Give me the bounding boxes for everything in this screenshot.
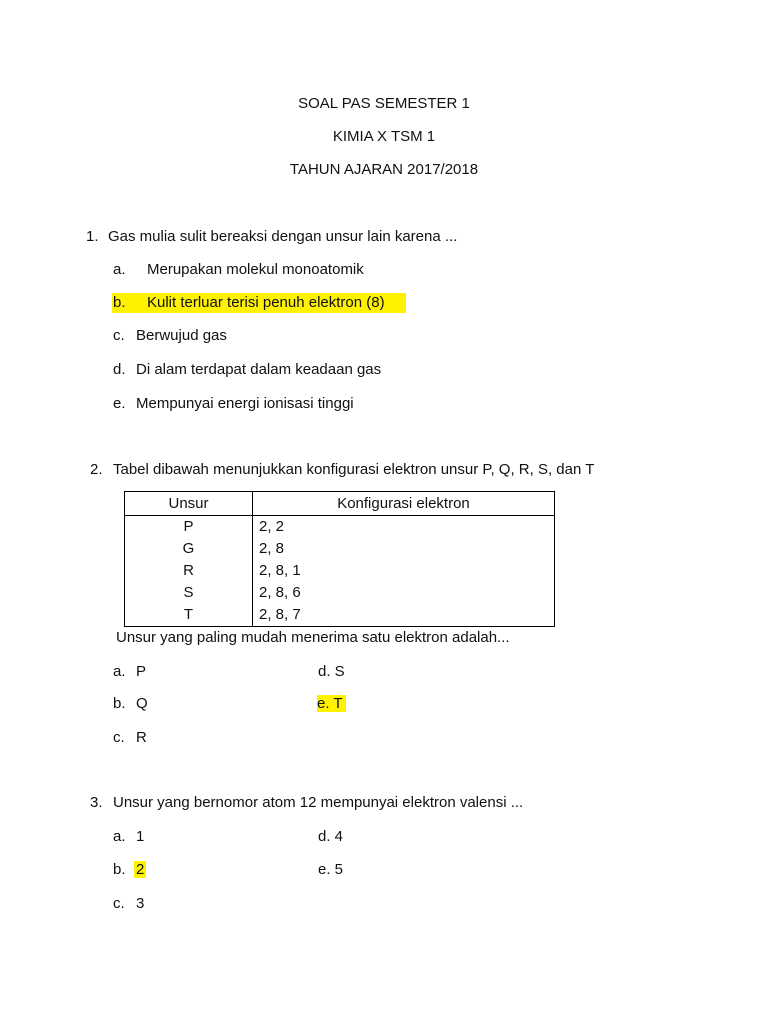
table-cell-konfigurasi: 2, 8, 6 <box>253 582 555 604</box>
table-row <box>125 582 555 604</box>
q2-option-a-letter: a. <box>113 663 126 680</box>
q2-text: Tabel dibawah menunjukkan konfigurasi elektron unsur P, Q, R, S, dan T <box>113 461 595 478</box>
table-cell-unsur: S <box>125 582 253 604</box>
q1-option-c-text: Berwujud gas <box>136 327 227 344</box>
q3-option-e: e. 5 <box>318 861 344 878</box>
doc-year: TAHUN AJARAN 2017/2018 <box>289 161 479 178</box>
q2-option-d: d. S <box>318 663 345 680</box>
table-cell-konfigurasi: 2, 8, 1 <box>253 560 555 582</box>
q3-option-a-text: 1 <box>136 828 145 845</box>
electron-config-table <box>124 491 555 627</box>
table-row <box>125 560 555 582</box>
q3-number: 3. <box>90 794 103 811</box>
q1-option-d-text: Di alam terdapat dalam keadaan gas <box>136 361 382 378</box>
q3-option-b-text: 2 <box>136 861 145 878</box>
q2-option-b-letter: b. <box>113 695 126 712</box>
q3-option-c-text: 3 <box>136 895 145 912</box>
q1-option-b-letter: b. <box>113 294 126 311</box>
table-cell-konfigurasi: 2, 8, 7 <box>253 604 555 627</box>
q3-option-b-letter: b. <box>113 861 126 878</box>
doc-subject: KIMIA X TSM 1 <box>332 128 436 145</box>
q1-option-a-text: Merupakan molekul monoatomik <box>147 261 364 278</box>
q1-option-e-text: Mempunyai energi ionisasi tinggi <box>136 395 354 412</box>
table-header-unsur: Unsur <box>125 492 253 516</box>
q3-option-c-letter: c. <box>113 895 125 912</box>
doc-title: SOAL PAS SEMESTER 1 <box>298 95 470 112</box>
q2-option-c-letter: c. <box>113 729 125 746</box>
table-cell-unsur: P <box>125 516 253 539</box>
q2-option-a-text: P <box>136 663 147 680</box>
table-row <box>125 516 555 539</box>
q2-question: Unsur yang paling mudah menerima satu elektron adalah... <box>116 629 510 646</box>
q3-option-a-letter: a. <box>113 828 126 845</box>
q1-option-a-letter: a. <box>113 261 126 278</box>
q2-option-c-text: R <box>136 729 147 746</box>
q1-text: Gas mulia sulit bereaksi dengan unsur lain karena ... <box>108 228 458 245</box>
q3-option-d: d. 4 <box>318 828 344 845</box>
table-cell-konfigurasi: 2, 8 <box>253 538 555 560</box>
q3-text: Unsur yang bernomor atom 12 mempunyai elektron valensi ... <box>113 794 524 811</box>
q1-option-b-text: Kulit terluar terisi penuh elektron (8) <box>147 294 385 311</box>
q2-number: 2. <box>90 461 103 478</box>
q1-option-e-letter: e. <box>113 395 126 412</box>
table-cell-unsur: R <box>125 560 253 582</box>
table-row <box>125 538 555 560</box>
table-row <box>125 604 555 627</box>
table-cell-konfigurasi: 2, 2 <box>253 516 555 539</box>
q1-number: 1. <box>86 228 99 245</box>
table-header-row <box>125 492 555 516</box>
table-cell-unsur: T <box>125 604 253 627</box>
q1-option-c-letter: c. <box>113 327 125 344</box>
q2-option-b-text: Q <box>136 695 148 712</box>
table-cell-unsur: G <box>125 538 253 560</box>
q1-option-d-letter: d. <box>113 361 126 378</box>
q2-option-e: e. T <box>317 695 346 712</box>
table-header-konfigurasi: Konfigurasi elektron <box>253 492 555 516</box>
